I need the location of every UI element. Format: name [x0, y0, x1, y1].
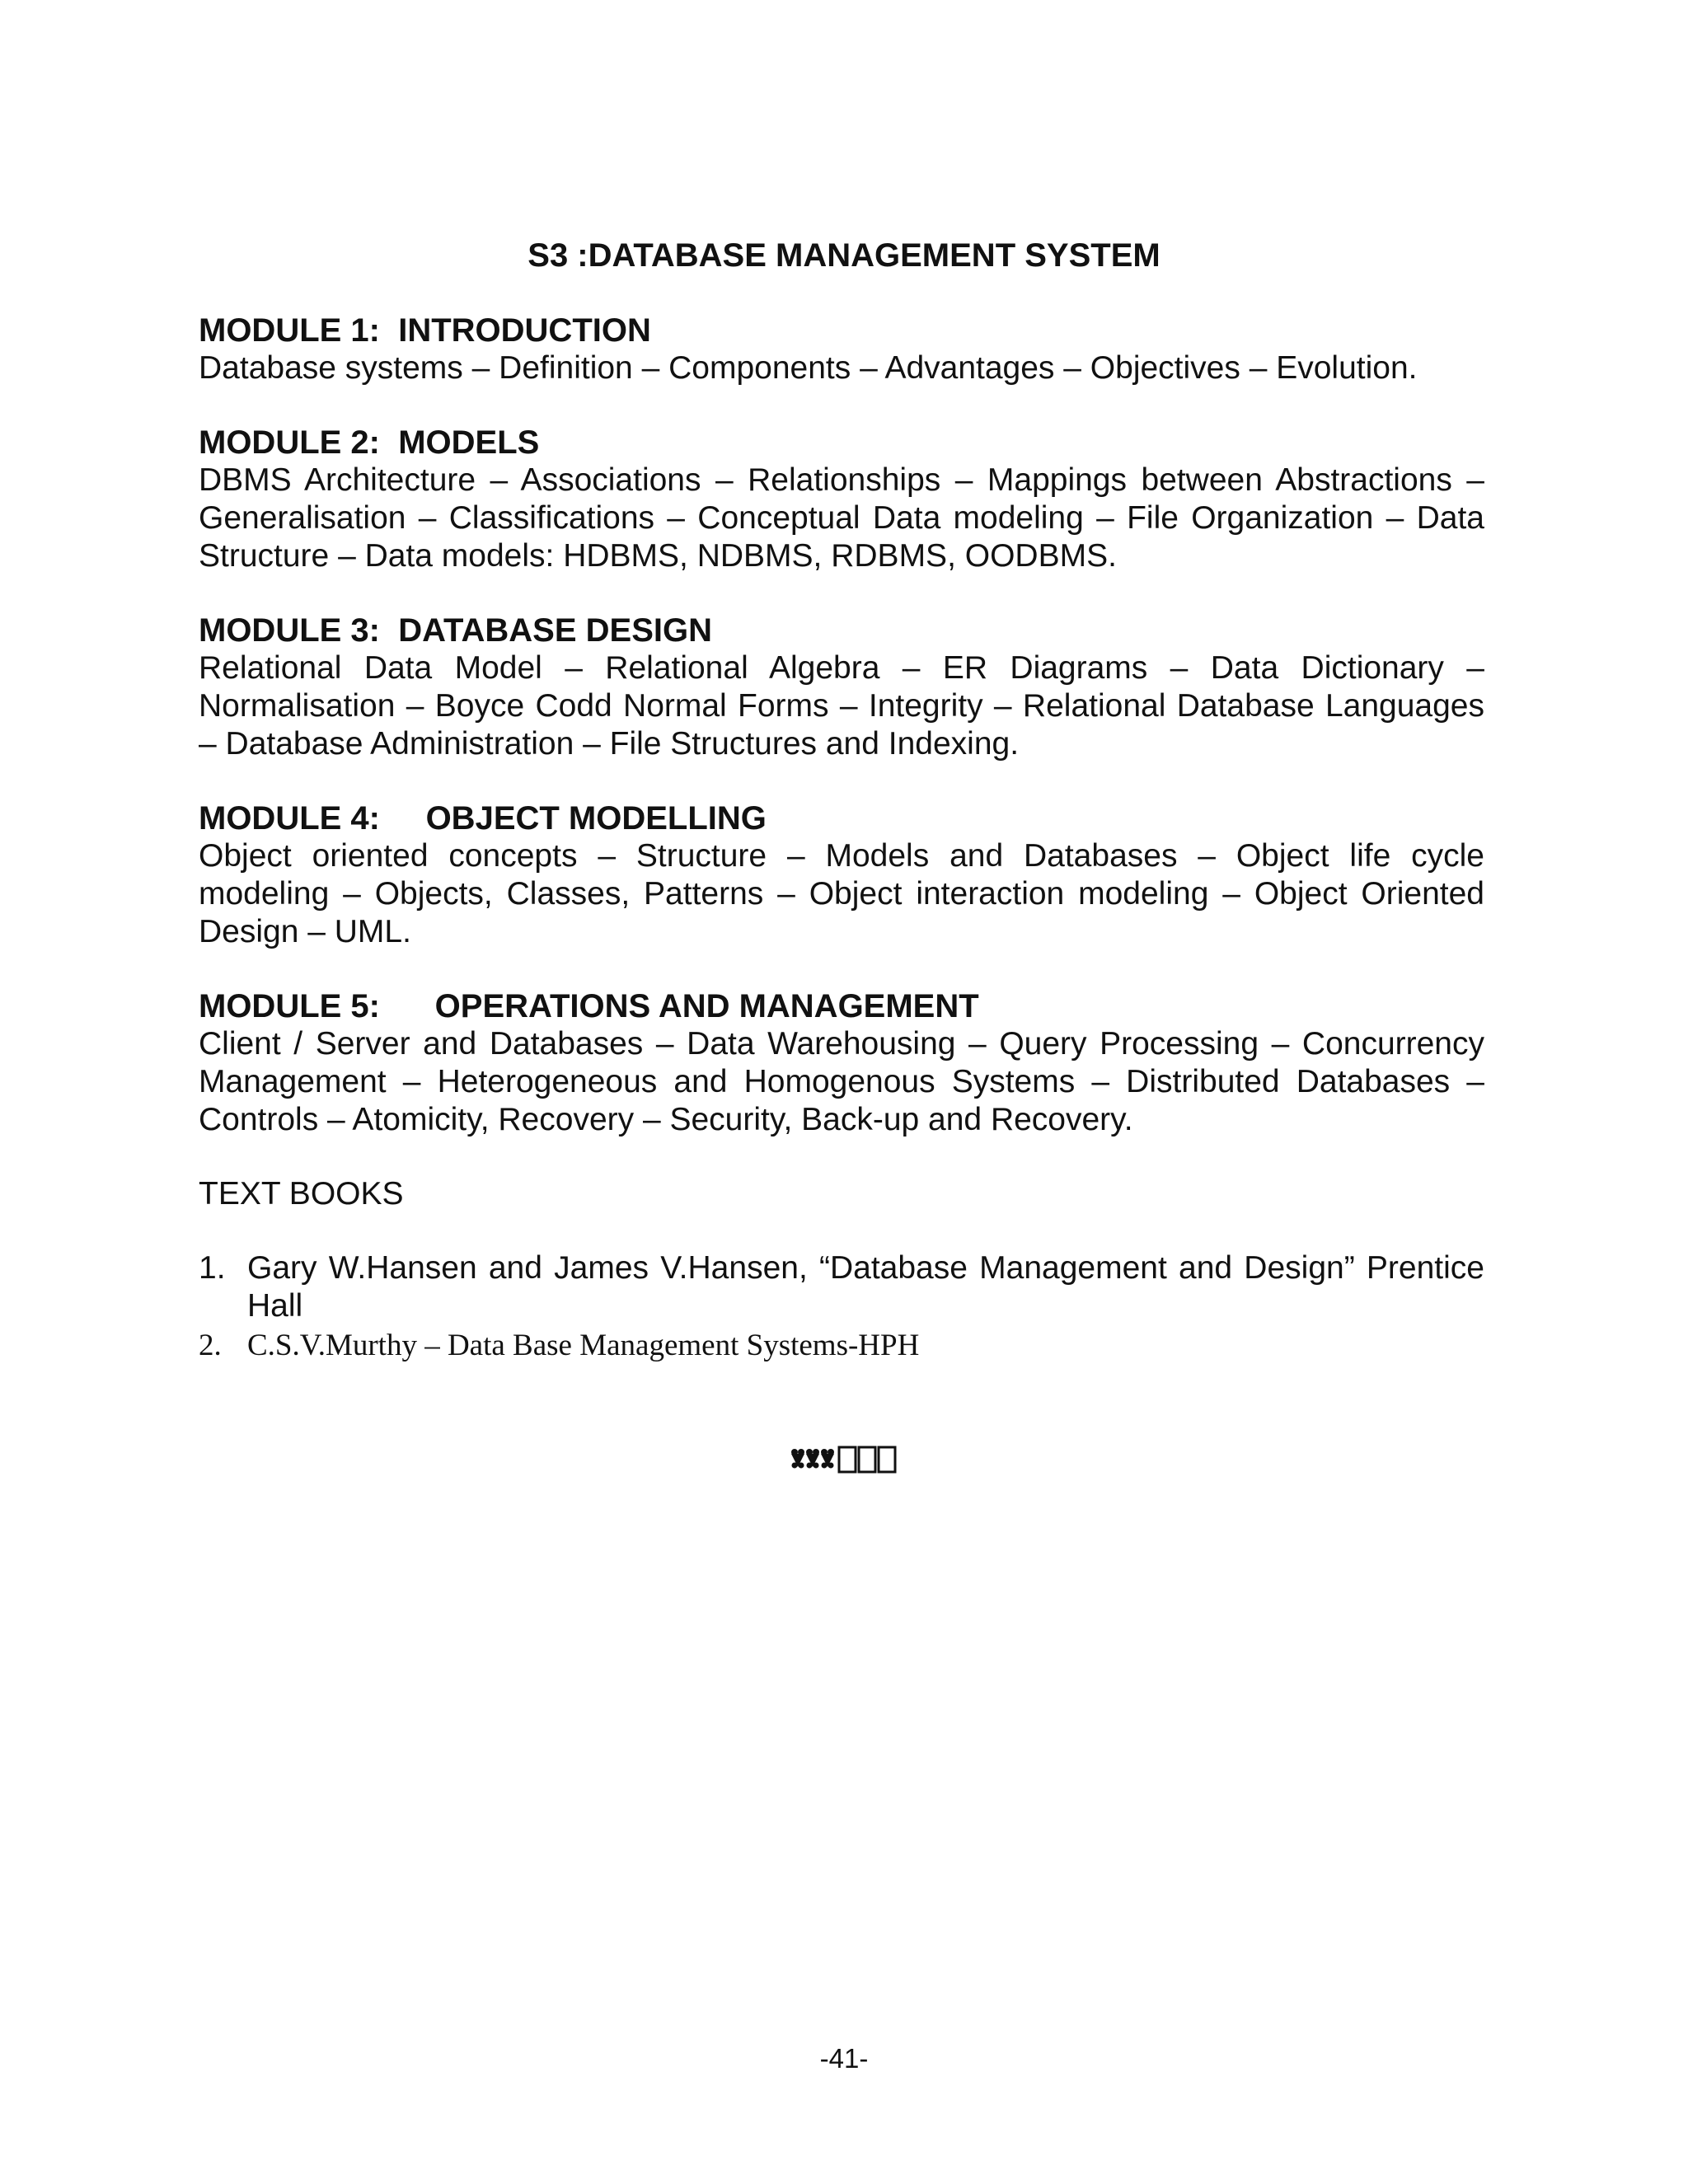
module-heading: MODULE 3: DATABASE DESIGN: [199, 612, 712, 649]
module-body: Database systems – Definition – Components – Advantages – Objectives – Evolution.: [199, 350, 1418, 386]
module-heading: MODULE 1: INTRODUCTION: [199, 312, 651, 349]
module-body: DBMS Architecture – Associations – Relationships – Mappings between Abstractions – Generalisation – Classifications – Conceptual Data modeling – File Organization – Data Structure – Data models: HDBMS, NDBMS, RDBMS, OODBMS.: [199, 462, 1484, 574]
syllabus-content: [199, 312, 1484, 1365]
textbook-item: [199, 1249, 1484, 1325]
module-1: [199, 312, 1484, 387]
end-of-section-ornament-icon: [0, 1444, 1688, 1477]
textbook-number: 1.: [199, 1250, 226, 1286]
page-number: -41-: [819, 2043, 869, 2074]
module-heading: MODULE 2: MODELS: [199, 424, 540, 461]
module-heading: MODULE 4: OBJECT MODELLING: [199, 800, 767, 837]
textbook-item: [199, 1327, 1484, 1365]
module-2: [199, 424, 1484, 575]
module-body: Object oriented concepts – Structure – Models and Databases – Object life cycle modeling – Objects, Classes, Patterns – Object interaction modeling – Object Oriented Design – UML.: [199, 838, 1484, 949]
textbook-text: C.S.V.Murthy – Data Base Management Systems-HPH: [247, 1329, 920, 1362]
module-3: [199, 612, 1484, 763]
page-title: S3 :DATABASE MANAGEMENT SYSTEM: [528, 237, 1160, 274]
textbooks-heading: TEXT BOOKS: [199, 1176, 404, 1212]
module-heading: MODULE 5: OPERATIONS AND MANAGEMENT: [199, 988, 979, 1024]
textbook-number: 2.: [199, 1329, 222, 1362]
module-body: Relational Data Model – Relational Algebra – ER Diagrams – Data Dictionary – Normalisation – Boyce Codd Normal Forms – Integrity – Relational Database Languages – Database Administration – File Structures and Indexing.: [199, 650, 1484, 762]
ornament-glyphs-icon: [788, 1444, 900, 1477]
textbook-list: [199, 1249, 1484, 1365]
module-5: [199, 987, 1484, 1139]
module-body: Client / Server and Databases – Data Warehousing – Query Processing – Concurrency Management – Heterogeneous and Homogenous Systems – Distributed Databases – Controls – Atomicity, Recovery – Security, Back-up and Recovery.: [199, 1026, 1484, 1137]
module-4: [199, 799, 1484, 951]
textbook-text: Gary W.Hansen and James V.Hansen, “Database Management and Design” Prentice Hall: [247, 1250, 1484, 1324]
